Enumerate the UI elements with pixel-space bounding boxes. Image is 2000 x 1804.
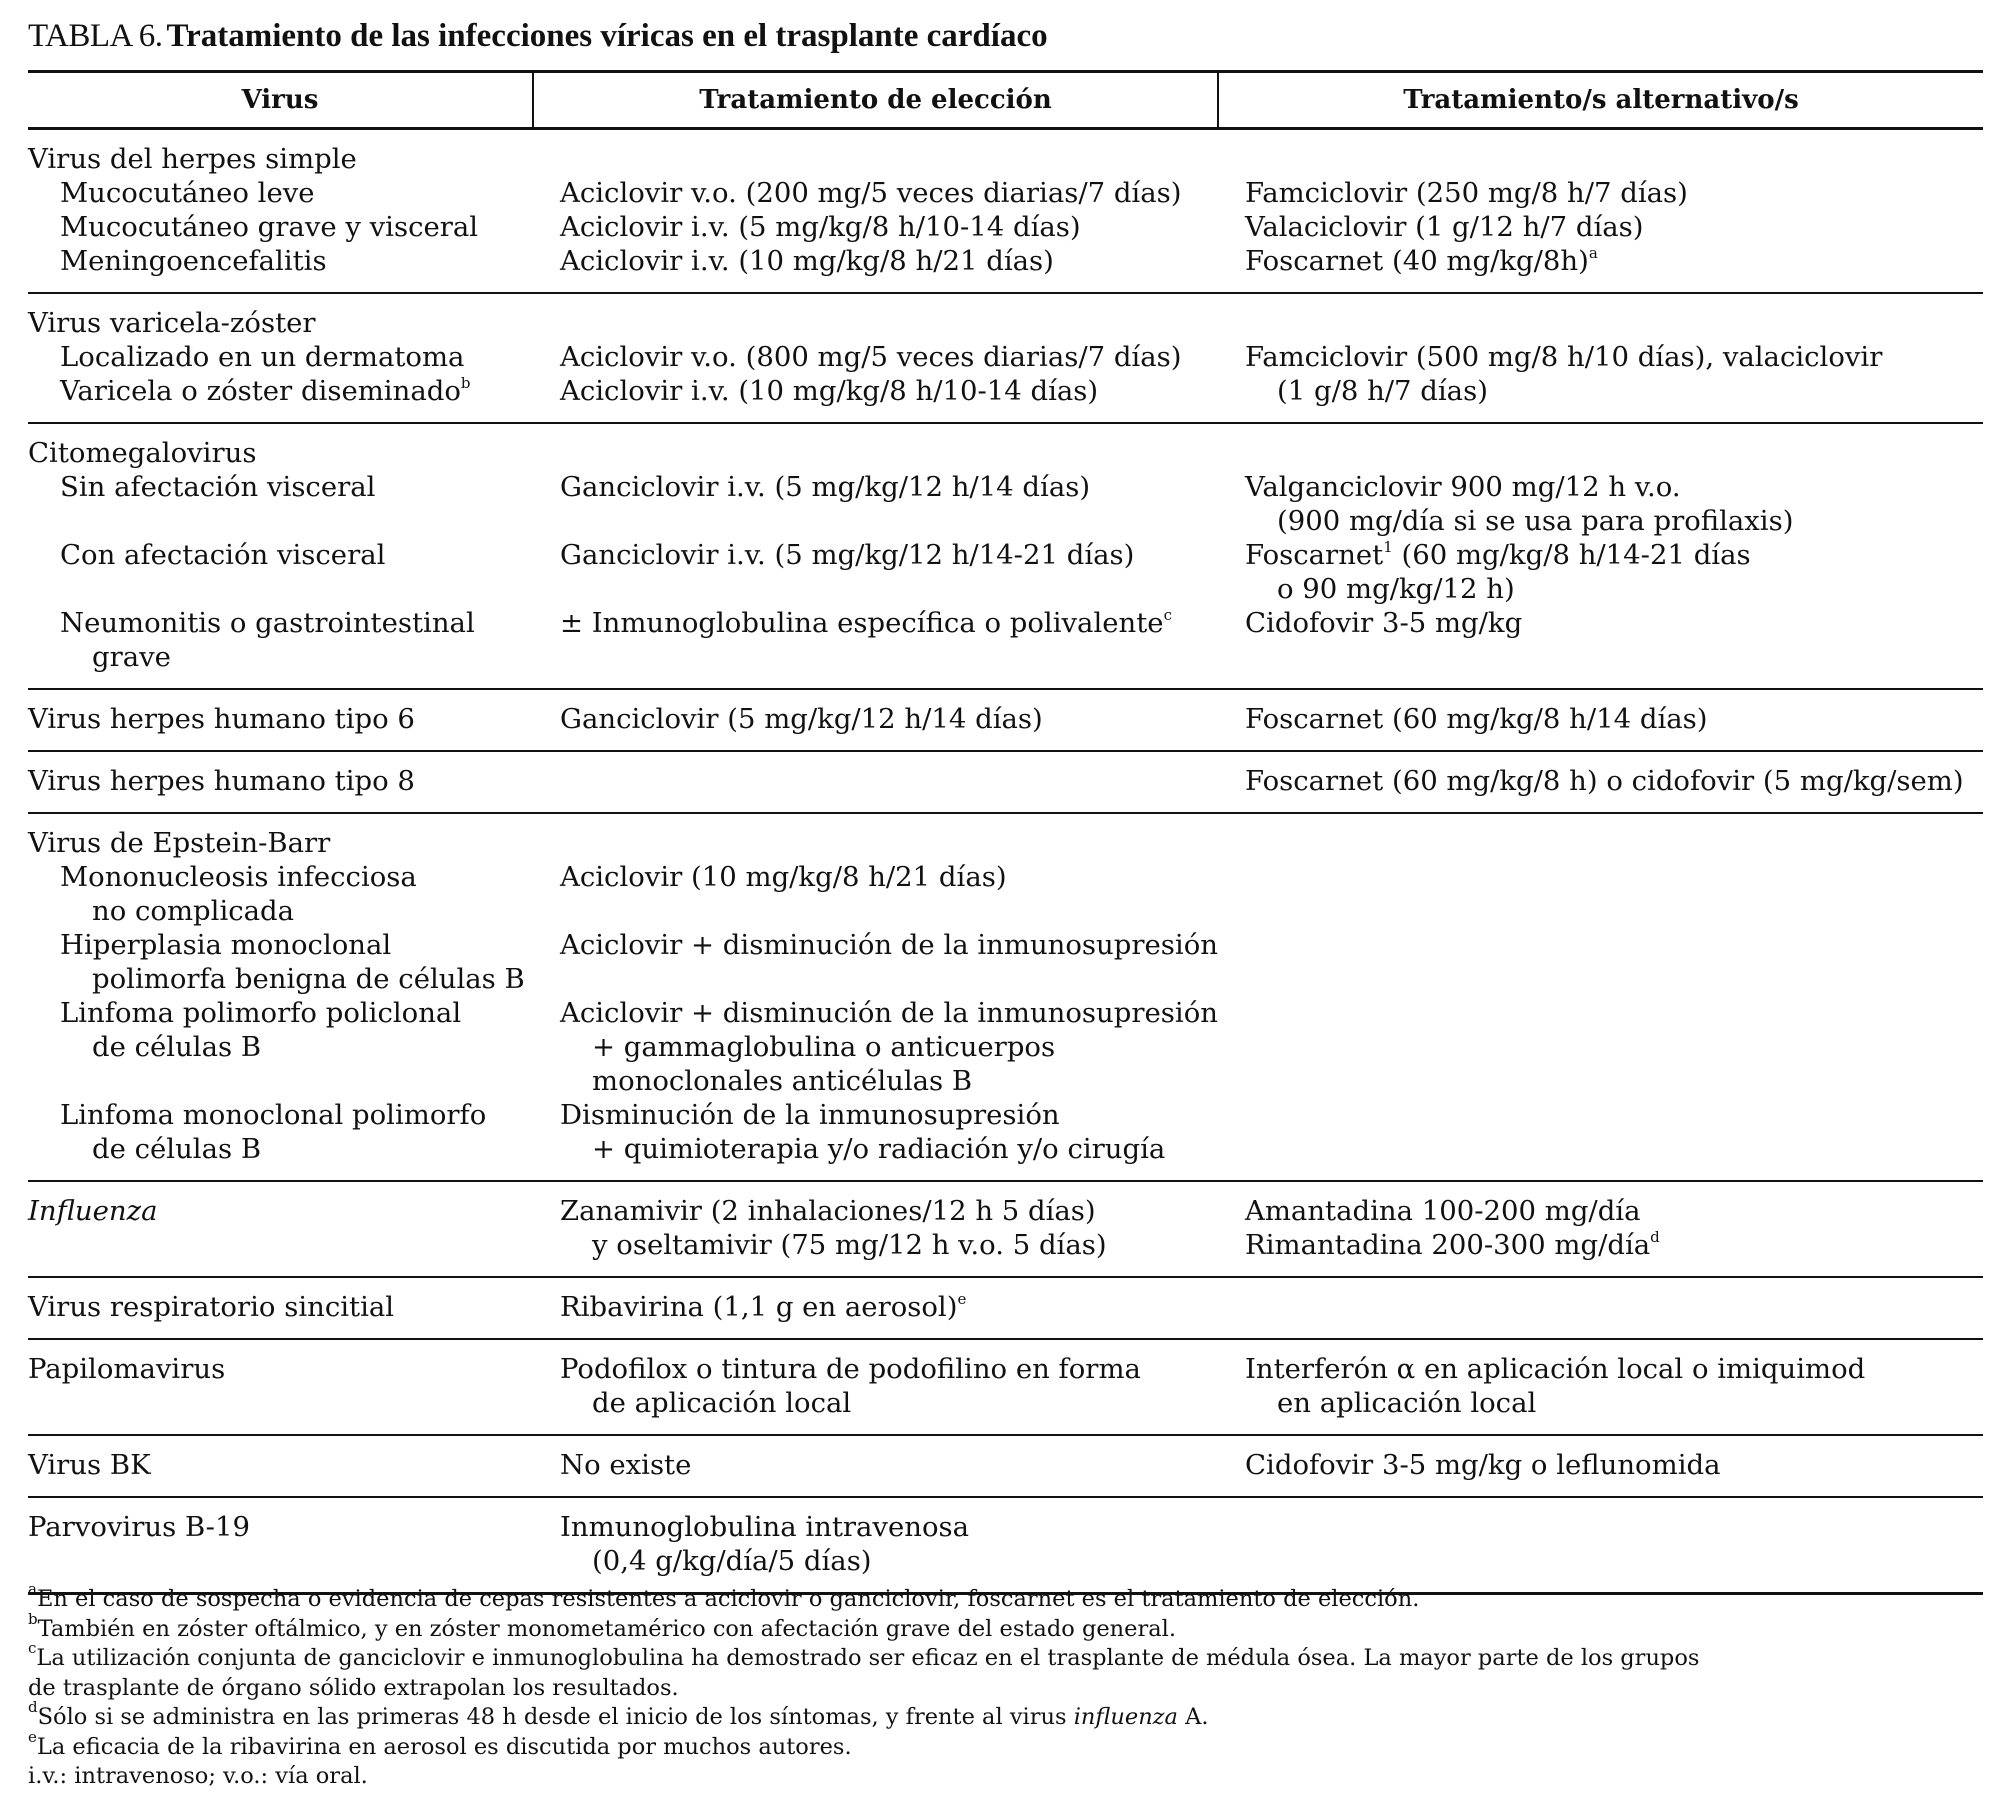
treatment-alternative: Valaciclovir (1 g/12 h/7 días) [1245, 211, 1644, 243]
footnote-mark: e [957, 1290, 967, 1308]
footnote-mark: d [1650, 1228, 1660, 1246]
virus-name: Virus del herpes simple [28, 143, 357, 175]
treatment-choice: Aciclovir i.v. (5 mg/kg/8 h/10-14 días) [560, 211, 1081, 243]
virus-subtype: Con afectación visceral [60, 539, 386, 571]
table-caption: Tratamiento de las infecciones víricas en el trasplante cardíaco [166, 18, 1048, 54]
treatment-alternative: Amantadina 100-200 mg/día [1245, 1195, 1641, 1227]
treatment-choice: monoclonales anticélulas B [592, 1065, 973, 1097]
table-row-parvovirus [28, 1497, 1983, 1594]
virus-subtype: de células B [92, 1031, 262, 1063]
footnote-b: $^b$También en zóster oftálmico, y en zóster monometamérico con afectación grave del estado general. [28, 1609, 1176, 1642]
table-row-epstein-barr [28, 813, 1983, 1181]
virus-name: Virus herpes humano tipo 8 [28, 765, 415, 797]
table-row-vrs [28, 1277, 1983, 1339]
table-row-herpes-simple [28, 129, 1983, 294]
table-row-citomegalovirus [28, 423, 1983, 689]
virus-name: Parvovirus B-19 [28, 1511, 250, 1543]
treatment-choice: Ganciclovir i.v. (5 mg/kg/12 h/14-21 días) [560, 539, 1135, 571]
virus-name: Virus varicela-zóster [28, 307, 316, 339]
treatment-alternative: (900 mg/día si se usa para profilaxis) [1277, 505, 1794, 537]
table-row-papilomavirus [28, 1339, 1983, 1435]
treatment-table [28, 70, 1983, 1595]
virus-subtype: Neumonitis o gastrointestinal [60, 607, 475, 639]
header-row [28, 72, 1983, 129]
table-title [28, 14, 1048, 58]
treatment-choice: (0,4 g/kg/día/5 días) [592, 1545, 872, 1577]
treatment-alternative: Rimantadina 200-300 mg/día$^d$ [1245, 1228, 1660, 1261]
treatment-alternative: Foscarnet (60 mg/kg/8 h) o cidofovir (5 mg/kg/sem) [1245, 765, 1964, 797]
virus-subtype: Sin afectación visceral [60, 471, 376, 503]
treatment-alternative: Foscarnet (40 mg/kg/8h)$^a$ [1245, 244, 1598, 277]
treatment-choice: Disminución de la inmunosupresión [560, 1099, 1060, 1131]
treatment-choice: Aciclovir v.o. (800 mg/5 veces diarias/7 días) [560, 341, 1182, 373]
footnote-a: $^a$En el caso de sospecha o evidencia de cepas resistentes a aciclovir o ganciclovir, foscarnet es el tratamiento de elección. [28, 1580, 1420, 1612]
header-treatment-choice: Tratamiento de elección [533, 72, 1218, 129]
virus-subtype: Linfoma monoclonal polimorfo [60, 1099, 487, 1131]
virus-name: Virus herpes humano tipo 6 [28, 703, 415, 735]
treatment-choice: Aciclovir (10 mg/kg/8 h/21 días) [560, 861, 1007, 893]
virus-subtype: no complicada [92, 895, 295, 927]
virus-subtype: Meningoencefalitis [60, 245, 327, 277]
treatment-choice: No existe [560, 1449, 692, 1481]
footnote-mark: 1 [1383, 538, 1393, 556]
treatment-choice: Ganciclovir (5 mg/kg/12 h/14 días) [560, 703, 1043, 735]
treatment-choice: Aciclovir v.o. (200 mg/5 veces diarias/7 días) [560, 177, 1182, 209]
virus-subtype: Mononucleosis infecciosa [60, 861, 417, 893]
footnote-e: $^e$La eficacia de la ribavirina en aerosol es discutida por muchos autores. [28, 1727, 852, 1760]
table-row-vhh8 [28, 751, 1983, 813]
treatment-choice: Inmunoglobulina intravenosa [560, 1511, 970, 1543]
treatment-choice: Zanamivir (2 inhalaciones/12 h 5 días) [560, 1195, 1096, 1227]
table-row-vhh6 [28, 689, 1983, 751]
virus-subtype: Varicela o zóster diseminado$^b$ [60, 374, 471, 407]
footnote-c-continued: de trasplante de órgano sólido extrapolan los resultados. [28, 1674, 679, 1701]
virus-subtype: Linfoma polimorfo policlonal [60, 997, 462, 1029]
table-number: TABLA 6. [28, 18, 163, 54]
header-treatment-alternative: Tratamiento/s alternativo/s [1218, 72, 1983, 129]
abbreviations: i.v.: intravenoso; v.o.: vía oral. [28, 1763, 368, 1789]
virus-name: Virus BK [28, 1449, 151, 1481]
virus-name: Citomegalovirus [28, 437, 257, 469]
treatment-choice: Ribavirina (1,1 g en aerosol)$^e$ [560, 1290, 967, 1323]
footnote-mark: c [1163, 606, 1172, 624]
virus-name: Influenza [28, 1195, 158, 1227]
treatment-choice: Aciclovir i.v. (10 mg/kg/8 h/21 días) [560, 245, 1054, 277]
footnote-mark: b [460, 374, 471, 392]
virus-subtype: Localizado en un dermatoma [60, 341, 465, 373]
virus-subtype: Hiperplasia monoclonal [60, 929, 392, 961]
treatment-choice: ± Inmunoglobulina específica o polivalente$^c$ [560, 606, 1172, 639]
treatment-alternative: (1 g/8 h/7 días) [1277, 375, 1488, 407]
virus-subtype: Mucocutáneo leve [60, 177, 315, 209]
virus-name: Papilomavirus [28, 1353, 226, 1385]
footnotes [28, 1580, 1983, 1792]
treatment-alternative: Valganciclovir 900 mg/12 h v.o. [1245, 471, 1681, 503]
treatment-choice: Ganciclovir i.v. (5 mg/kg/12 h/14 días) [560, 471, 1091, 503]
virus-subtype: de células B [92, 1133, 262, 1165]
table-row-influenza [28, 1181, 1983, 1277]
header-virus: Virus [28, 72, 533, 129]
footnote-mark: a [1588, 244, 1598, 262]
treatment-choice: Aciclovir i.v. (10 mg/kg/8 h/10-14 días) [560, 375, 1099, 407]
treatment-choice: Aciclovir + disminución de la inmunosupresión [560, 997, 1218, 1029]
treatment-alternative: Interferón α en aplicación local o imiquimod [1245, 1353, 1866, 1385]
treatment-choice: + quimioterapia y/o radiación y/o cirugía [592, 1133, 1166, 1165]
treatment-alternative: Famciclovir (250 mg/8 h/7 días) [1245, 177, 1688, 209]
treatment-choice: Aciclovir + disminución de la inmunosupresión [560, 929, 1218, 961]
treatment-choice: y oseltamivir (75 mg/12 h v.o. 5 días) [592, 1229, 1107, 1261]
table-row-virus-bk [28, 1435, 1983, 1497]
treatment-alternative: en aplicación local [1277, 1387, 1537, 1419]
treatment-alternative: Cidofovir 3-5 mg/kg o leflunomida [1245, 1449, 1721, 1481]
treatment-alternative: Cidofovir 3-5 mg/kg [1245, 607, 1523, 639]
treatment-alternative: Foscarnet (60 mg/kg/8 h/14 días) [1245, 703, 1708, 735]
virus-name: Virus respiratorio sincitial [28, 1291, 395, 1323]
virus-subtype: grave [92, 641, 171, 673]
treatment-alternative: Foscarnet$^1$ (60 mg/kg/8 h/14-21 días [1245, 538, 1751, 571]
treatment-alternative: Famciclovir (500 mg/8 h/10 días), valaciclovir [1245, 341, 1883, 373]
treatment-choice: Podofilox o tintura de podofilino en forma [560, 1353, 1141, 1385]
virus-subtype: polimorfa benigna de células B [92, 963, 525, 995]
treatment-choice: de aplicación local [592, 1387, 852, 1419]
treatment-alternative: o 90 mg/kg/12 h) [1277, 573, 1515, 605]
footnote-c: $^c$La utilización conjunta de ganciclovir e inmunoglobulina ha demostrado ser eficaz en el trasplante de médula ósea. La mayor parte de los grupos [28, 1639, 1700, 1671]
table-row-varicela-zoster [28, 293, 1983, 423]
footnote-d: $^d$Sólo si se administra en las primeras 48 h desde el inicio de los síntomas, y frente al virus influenza A. [28, 1698, 1209, 1730]
virus-subtype: Mucocutáneo grave y visceral [60, 211, 479, 243]
treatment-choice: + gammaglobulina o anticuerpos [592, 1031, 1056, 1063]
virus-name: Virus de Epstein-Barr [28, 827, 331, 859]
